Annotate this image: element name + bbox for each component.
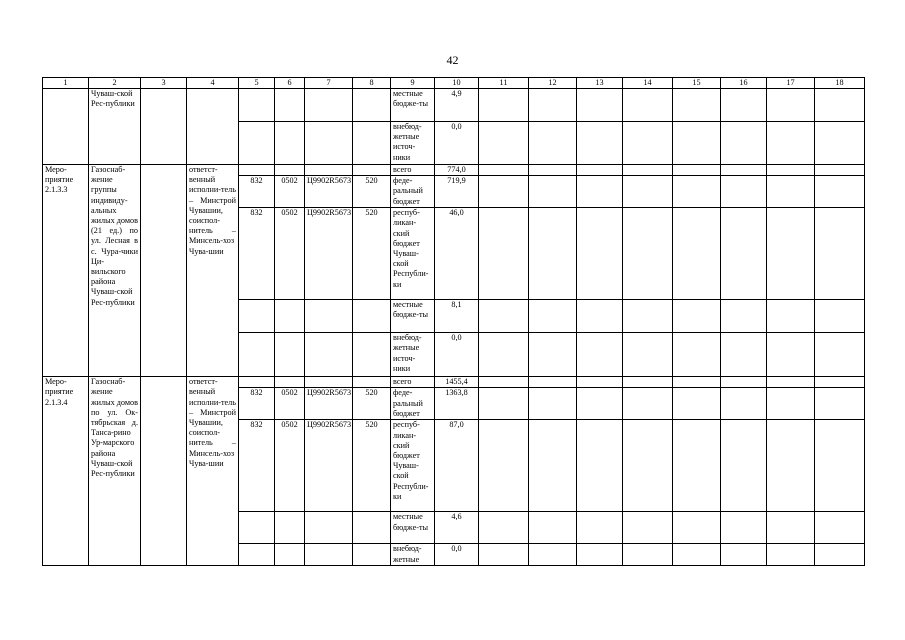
cell-empty bbox=[529, 420, 577, 512]
header-cell: 4 bbox=[187, 78, 239, 89]
table-row bbox=[43, 89, 865, 122]
cell-empty bbox=[815, 544, 865, 566]
cell-empty bbox=[529, 89, 577, 122]
cell-empty bbox=[623, 544, 673, 566]
funding-source: респуб-ликан-ский бюджет Чуваш-ской Республи-ки bbox=[391, 208, 435, 300]
cell-empty bbox=[529, 333, 577, 377]
grbs-code: 832 bbox=[239, 208, 275, 300]
amount: 0,0 bbox=[435, 544, 479, 566]
cell-empty bbox=[673, 544, 721, 566]
cell-empty bbox=[623, 512, 673, 544]
header-cell: 16 bbox=[721, 78, 767, 89]
funding-source: всего bbox=[391, 377, 435, 388]
rzpr-code: 0502 bbox=[275, 420, 305, 512]
cell-empty bbox=[721, 377, 767, 388]
header-cell: 17 bbox=[767, 78, 815, 89]
grbs-code: 832 bbox=[239, 420, 275, 512]
amount: 8,1 bbox=[435, 300, 479, 333]
header-cell: 13 bbox=[577, 78, 623, 89]
cell-empty bbox=[623, 333, 673, 377]
cell-empty bbox=[529, 512, 577, 544]
cell-empty bbox=[529, 176, 577, 208]
amount: 1363,8 bbox=[435, 388, 479, 420]
cell-empty bbox=[673, 89, 721, 122]
header-cell: 14 bbox=[623, 78, 673, 89]
csr-code: Ц9902R5673 bbox=[305, 176, 353, 208]
cell-empty bbox=[479, 420, 529, 512]
cell-empty bbox=[721, 122, 767, 165]
cell-empty bbox=[275, 333, 305, 377]
cell-empty bbox=[479, 388, 529, 420]
rzpr-code: 0502 bbox=[275, 388, 305, 420]
header-cell: 18 bbox=[815, 78, 865, 89]
cell-empty bbox=[305, 89, 353, 122]
cell-empty bbox=[721, 165, 767, 176]
cell-empty bbox=[721, 333, 767, 377]
cell-empty bbox=[529, 165, 577, 176]
funding-source: внебюд-жетные bbox=[391, 544, 435, 566]
cell-empty bbox=[767, 176, 815, 208]
cell-empty bbox=[673, 122, 721, 165]
cell-empty bbox=[43, 89, 89, 165]
cell-empty bbox=[275, 122, 305, 165]
cell-empty bbox=[815, 122, 865, 165]
cell-empty bbox=[623, 300, 673, 333]
cell-empty bbox=[673, 176, 721, 208]
cell-empty bbox=[353, 89, 391, 122]
cell-empty bbox=[141, 377, 187, 566]
cell-empty bbox=[275, 165, 305, 176]
cell-empty bbox=[353, 333, 391, 377]
amount: 0,0 bbox=[435, 333, 479, 377]
cell-empty bbox=[815, 333, 865, 377]
cell-empty bbox=[767, 208, 815, 300]
cell-empty bbox=[479, 208, 529, 300]
cell-empty bbox=[239, 377, 275, 388]
funding-source: респуб-ликан-ский бюджет Чуваш-ской Республи-ки bbox=[391, 420, 435, 512]
vr-code: 520 bbox=[353, 420, 391, 512]
cell-empty bbox=[673, 165, 721, 176]
cell-empty bbox=[305, 333, 353, 377]
cell-empty bbox=[305, 300, 353, 333]
funding-source: местные бюдже-ты bbox=[391, 512, 435, 544]
cell-empty bbox=[623, 89, 673, 122]
vr-code: 520 bbox=[353, 208, 391, 300]
cell-empty bbox=[529, 544, 577, 566]
table-row bbox=[43, 377, 865, 388]
cell-empty bbox=[275, 300, 305, 333]
cell-empty bbox=[673, 388, 721, 420]
amount: 1455,4 bbox=[435, 377, 479, 388]
cell-empty bbox=[815, 420, 865, 512]
cell-empty bbox=[479, 377, 529, 388]
cell-empty bbox=[353, 122, 391, 165]
cell-empty bbox=[577, 165, 623, 176]
amount: 0,0 bbox=[435, 122, 479, 165]
cell-empty bbox=[623, 377, 673, 388]
amount: 774,0 bbox=[435, 165, 479, 176]
cell-empty bbox=[767, 377, 815, 388]
cell-empty bbox=[577, 89, 623, 122]
cell-empty bbox=[673, 300, 721, 333]
rzpr-code: 0502 bbox=[275, 176, 305, 208]
cell-empty bbox=[623, 122, 673, 165]
cell-empty bbox=[673, 208, 721, 300]
cell-empty bbox=[721, 208, 767, 300]
cell-empty bbox=[529, 377, 577, 388]
grbs-code: 832 bbox=[239, 388, 275, 420]
cell-empty bbox=[767, 165, 815, 176]
cell-empty bbox=[767, 333, 815, 377]
cell-empty bbox=[623, 388, 673, 420]
cell-empty bbox=[767, 420, 815, 512]
cell-empty bbox=[721, 512, 767, 544]
cell-empty bbox=[721, 176, 767, 208]
cell-empty bbox=[577, 122, 623, 165]
cell-empty bbox=[479, 544, 529, 566]
cell-empty bbox=[815, 208, 865, 300]
funding-source: внебюд-жетные источ-ники bbox=[391, 333, 435, 377]
header-row bbox=[43, 78, 865, 89]
amount: 87,0 bbox=[435, 420, 479, 512]
header-cell: 11 bbox=[479, 78, 529, 89]
funding-source: местные бюдже-ты bbox=[391, 89, 435, 122]
header-cell: 5 bbox=[239, 78, 275, 89]
cell-empty bbox=[353, 544, 391, 566]
cell-empty bbox=[577, 377, 623, 388]
cell-empty bbox=[767, 544, 815, 566]
cell-empty bbox=[721, 89, 767, 122]
amount: 719,9 bbox=[435, 176, 479, 208]
header-cell: 1 bbox=[43, 78, 89, 89]
cell-empty bbox=[673, 333, 721, 377]
cell-empty bbox=[239, 512, 275, 544]
cell-empty bbox=[767, 122, 815, 165]
cell-empty bbox=[141, 165, 187, 377]
table-row bbox=[43, 165, 865, 176]
cell-empty bbox=[673, 420, 721, 512]
cell-empty bbox=[815, 377, 865, 388]
cell-empty bbox=[577, 208, 623, 300]
grbs-code: 832 bbox=[239, 176, 275, 208]
header-cell: 7 bbox=[305, 78, 353, 89]
cell-empty bbox=[187, 89, 239, 165]
budget-table bbox=[42, 77, 865, 566]
activity-name: Чуваш-ской Рес-публики bbox=[89, 89, 141, 165]
amount: 4,6 bbox=[435, 512, 479, 544]
cell-empty bbox=[305, 512, 353, 544]
cell-empty bbox=[239, 122, 275, 165]
cell-empty bbox=[479, 333, 529, 377]
csr-code: Ц9902R5673 bbox=[305, 208, 353, 300]
cell-empty bbox=[815, 512, 865, 544]
cell-empty bbox=[479, 300, 529, 333]
header-cell: 3 bbox=[141, 78, 187, 89]
cell-empty bbox=[239, 165, 275, 176]
header-cell: 6 bbox=[275, 78, 305, 89]
cell-empty bbox=[767, 388, 815, 420]
amount: 46,0 bbox=[435, 208, 479, 300]
header-cell: 15 bbox=[673, 78, 721, 89]
cell-empty bbox=[141, 89, 187, 165]
cell-empty bbox=[623, 165, 673, 176]
cell-empty bbox=[275, 512, 305, 544]
cell-empty bbox=[767, 300, 815, 333]
header-cell: 8 bbox=[353, 78, 391, 89]
header-cell: 2 bbox=[89, 78, 141, 89]
page-number: 42 bbox=[446, 53, 459, 67]
cell-empty bbox=[673, 377, 721, 388]
vr-code: 520 bbox=[353, 388, 391, 420]
cell-empty bbox=[529, 208, 577, 300]
rzpr-code: 0502 bbox=[275, 208, 305, 300]
header-cell: 9 bbox=[391, 78, 435, 89]
cell-empty bbox=[529, 300, 577, 333]
cell-empty bbox=[577, 300, 623, 333]
cell-empty bbox=[479, 512, 529, 544]
cell-empty bbox=[815, 300, 865, 333]
cell-empty bbox=[815, 165, 865, 176]
cell-empty bbox=[305, 544, 353, 566]
csr-code: Ц9902R5673 bbox=[305, 388, 353, 420]
header-cell: 10 bbox=[435, 78, 479, 89]
funding-source: местные бюдже-ты bbox=[391, 300, 435, 333]
cell-empty bbox=[577, 388, 623, 420]
cell-empty bbox=[275, 544, 305, 566]
cell-empty bbox=[721, 420, 767, 512]
cell-empty bbox=[275, 89, 305, 122]
funding-source: внебюд-жетные источ-ники bbox=[391, 122, 435, 165]
cell-empty bbox=[239, 544, 275, 566]
funding-source: феде-ральный бюджет bbox=[391, 176, 435, 208]
activity-id: Меро-приятие 2.1.3.3 bbox=[43, 165, 89, 377]
cell-empty bbox=[305, 122, 353, 165]
cell-empty bbox=[353, 512, 391, 544]
funding-source: феде-ральный бюджет bbox=[391, 388, 435, 420]
cell-empty bbox=[577, 333, 623, 377]
cell-empty bbox=[479, 122, 529, 165]
cell-empty bbox=[623, 420, 673, 512]
cell-empty bbox=[353, 165, 391, 176]
cell-empty bbox=[767, 89, 815, 122]
csr-code: Ц9902R5673 bbox=[305, 420, 353, 512]
cell-empty bbox=[577, 420, 623, 512]
funding-source: всего bbox=[391, 165, 435, 176]
cell-empty bbox=[815, 176, 865, 208]
executor: ответст-венный исполни-тель – Минстрой Чувашии, соиспол-нитель – Минсель-хоз Чува-шии bbox=[187, 377, 239, 566]
cell-empty bbox=[623, 176, 673, 208]
cell-empty bbox=[353, 377, 391, 388]
cell-empty bbox=[673, 512, 721, 544]
cell-empty bbox=[623, 208, 673, 300]
cell-empty bbox=[529, 388, 577, 420]
activity-id: Меро-приятие 2.1.3.4 bbox=[43, 377, 89, 566]
cell-empty bbox=[815, 89, 865, 122]
activity-name: Газоснаб-жение жилых домов по ул. Ок-тябрьская д. Тансa-рино Ур-марского района Чуваш-ской Рес-публики bbox=[89, 377, 141, 566]
cell-empty bbox=[721, 544, 767, 566]
amount: 4,9 bbox=[435, 89, 479, 122]
vr-code: 520 bbox=[353, 176, 391, 208]
cell-empty bbox=[529, 122, 577, 165]
cell-empty bbox=[239, 333, 275, 377]
executor: ответст-венный исполни-тель – Минстрой Чувашии, соиспол-нитель – Минсель-хоз Чува-шии bbox=[187, 165, 239, 377]
cell-empty bbox=[305, 165, 353, 176]
header-cell: 12 bbox=[529, 78, 577, 89]
cell-empty bbox=[577, 512, 623, 544]
cell-empty bbox=[479, 176, 529, 208]
cell-empty bbox=[479, 165, 529, 176]
cell-empty bbox=[353, 300, 391, 333]
cell-empty bbox=[577, 176, 623, 208]
cell-empty bbox=[577, 544, 623, 566]
cell-empty bbox=[239, 89, 275, 122]
cell-empty bbox=[721, 300, 767, 333]
activity-name: Газоснаб-жение группы индивиду-альных жилых домов (21 ед.) по ул. Лесная в с. Чура-чики Ци-вильского района Чуваш-ской Рес-публики bbox=[89, 165, 141, 377]
cell-empty bbox=[721, 388, 767, 420]
cell-empty bbox=[479, 89, 529, 122]
cell-empty bbox=[305, 377, 353, 388]
cell-empty bbox=[275, 377, 305, 388]
cell-empty bbox=[767, 512, 815, 544]
cell-empty bbox=[239, 300, 275, 333]
cell-empty bbox=[815, 388, 865, 420]
